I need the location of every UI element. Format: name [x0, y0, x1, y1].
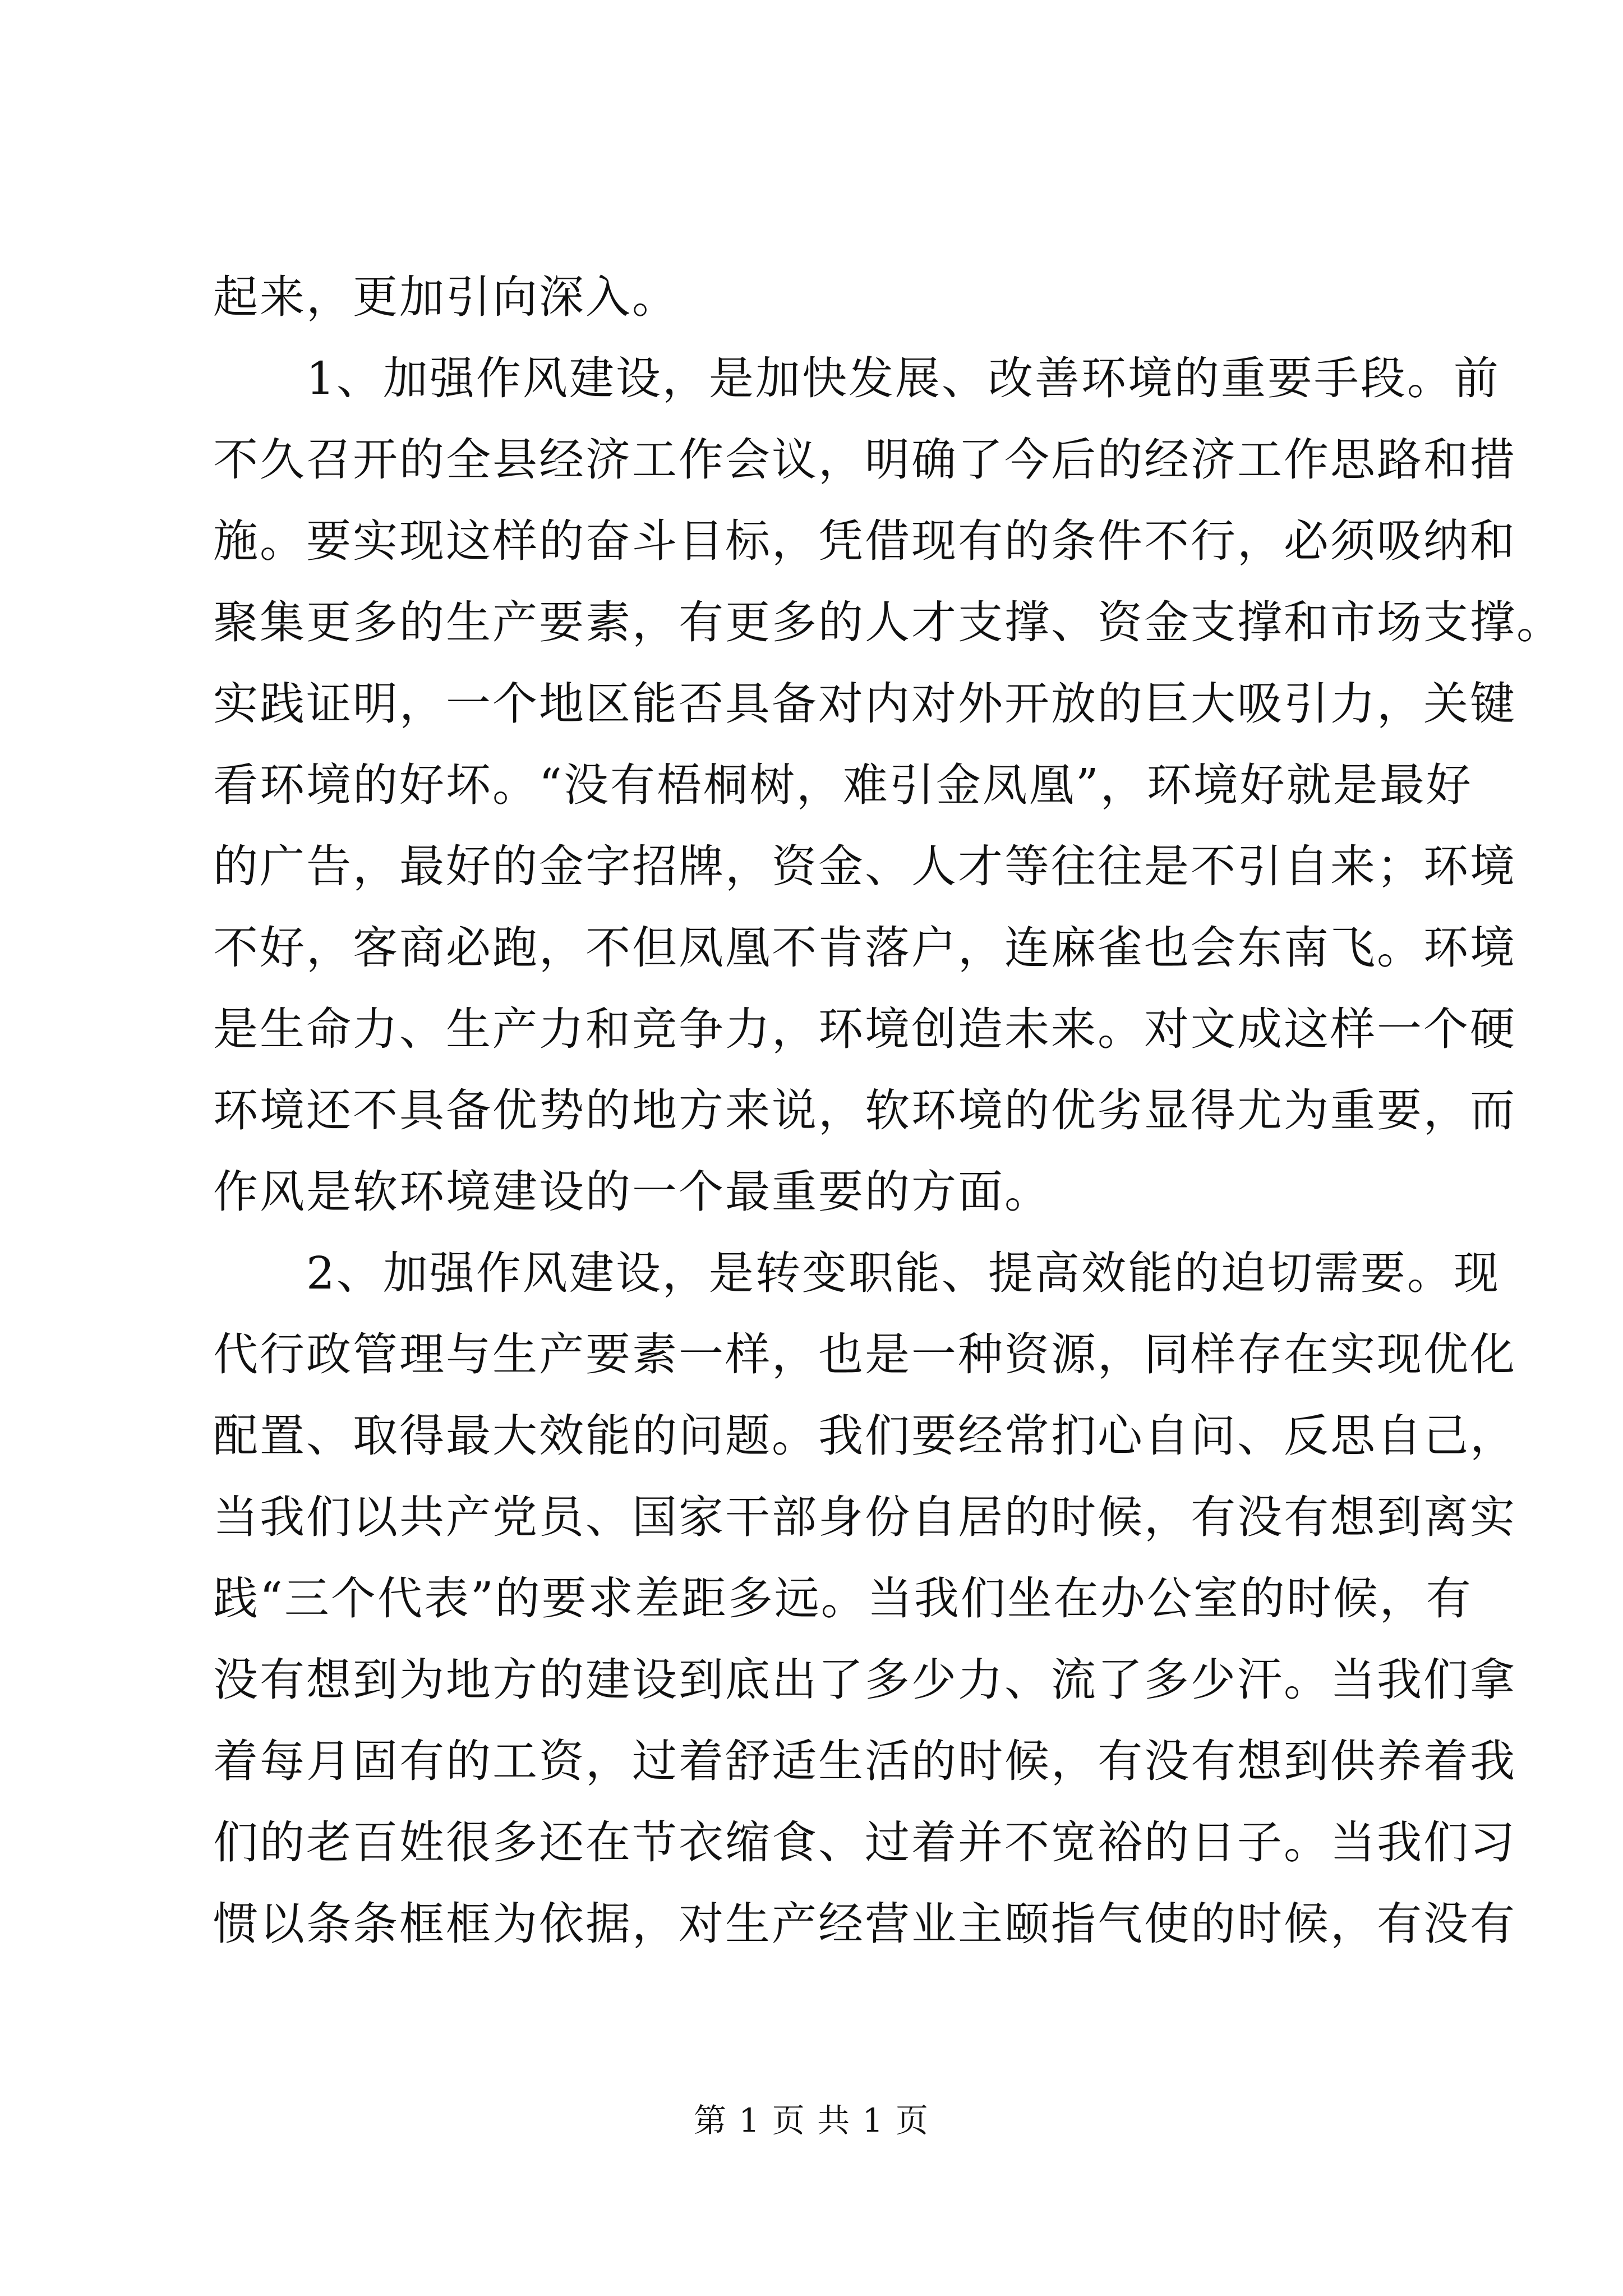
- text-line: 施。要实现这样的奋斗目标，凭借现有的条件不行，必须吸纳和: [213, 515, 1516, 567]
- text-line: 惯以条条框框为依据，对生产经营业主颐指气使的时候，有没有: [213, 1898, 1516, 1950]
- text-line: 是生命力、生产力和竞争力，环境创造未来。对文成这样一个硬: [213, 1003, 1516, 1055]
- text-line: 作风是软环境建设的一个最重要的方面。: [213, 1166, 1051, 1218]
- text-line: 配置、取得最大效能的问题。我们要经常扪心自问、反思自己，: [213, 1410, 1516, 1462]
- text-line: 起来，更加引向深入。: [213, 271, 679, 323]
- text-line: 们的老百姓很多还在节衣缩食、过着并不宽裕的日子。当我们习: [213, 1816, 1516, 1869]
- text-line: 当我们以共产党员、国家干部身份自居的时候，有没有想到离实: [213, 1491, 1516, 1543]
- text-line: 环境还不具备优势的地方来说，软环境的优劣显得尤为重要，而: [213, 1084, 1516, 1137]
- text-line: 聚集更多的生产要素，有更多的人才支撑、资金支撑和市场支撑。: [213, 596, 1563, 648]
- text-line: 践“三个代表”的要求差距多远。当我们坐在办公室的时候，有: [213, 1572, 1473, 1625]
- text-line: 着每月固有的工资，过着舒适生活的时候，有没有想到供养着我: [213, 1735, 1516, 1787]
- page-footer: 第 1 页 共 1 页: [694, 2101, 929, 2139]
- text-line: 不久召开的全县经济工作会议，明确了今后的经济工作思路和措: [213, 434, 1516, 486]
- text-line: 的广告，最好的金字招牌，资金、人才等往往是不引自来；环境: [213, 840, 1516, 892]
- text-line: 没有想到为地方的建设到底出了多少力、流了多少汗。当我们拿: [213, 1654, 1516, 1706]
- text-line: 2、加强作风建设，是转变职能、提高效能的迫切需要。现: [213, 1247, 1500, 1299]
- text-line: 实践证明，一个地区能否具备对内对外开放的巨大吸引力，关键: [213, 678, 1516, 730]
- text-line: 不好，客商必跑，不但凤凰不肯落户，连麻雀也会东南飞。环境: [213, 922, 1516, 974]
- text-line: 代行政管理与生产要素一样，也是一种资源，同样存在实现优化: [213, 1328, 1516, 1381]
- text-line: 看环境的好坏。“没有梧桐树，难引金凤凰”，环境好就是最好: [213, 759, 1473, 811]
- text-line: 1、加强作风建设，是加快发展、改善环境的重要手段。前: [213, 352, 1500, 404]
